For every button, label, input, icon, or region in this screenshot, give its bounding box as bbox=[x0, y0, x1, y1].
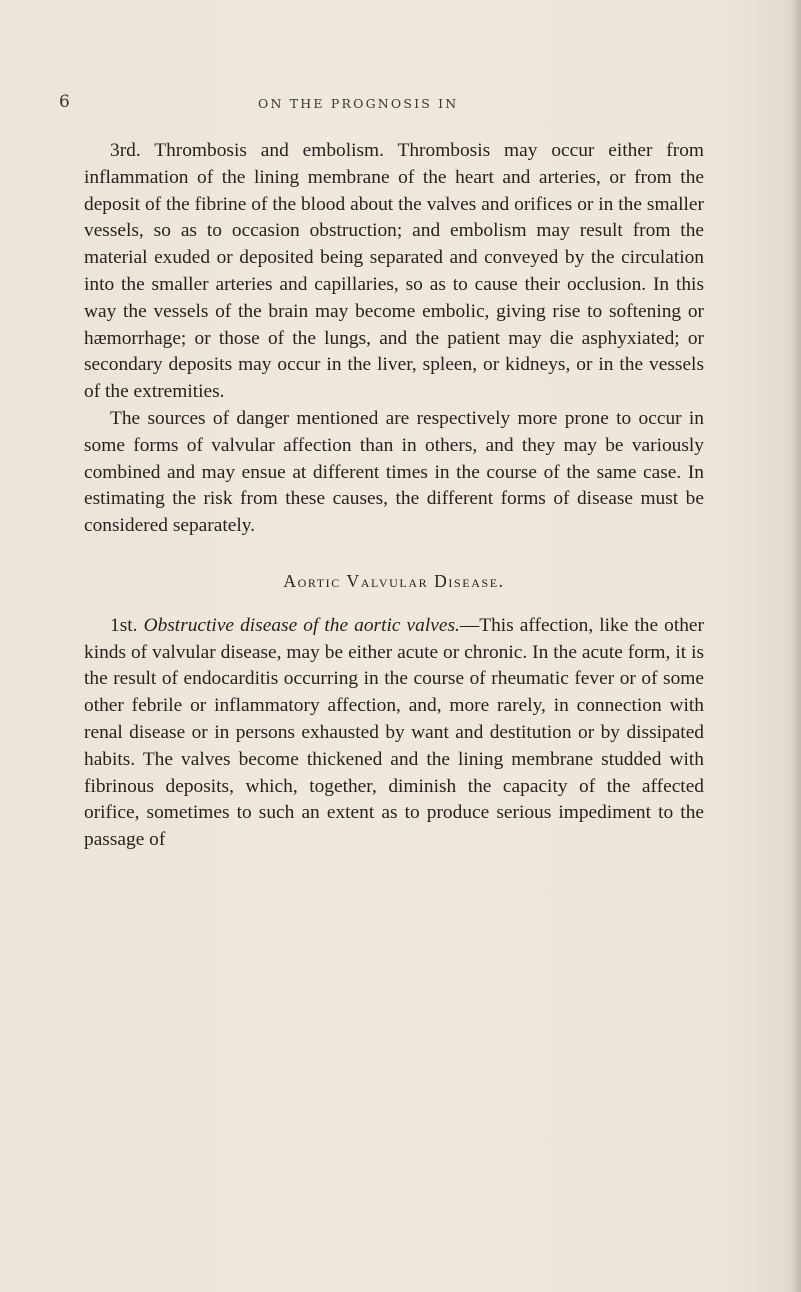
italic-title: Obstructive disease of the aortic valves. bbox=[143, 614, 460, 636]
page-number: 6 bbox=[59, 92, 70, 112]
paragraph-sources-of-danger: The sources of danger mentioned are respectively more prone to occur in some forms of valvular affection than in others, and they may be variously combined and may ensue at different times in the course of the same case. In estimating the risk from these causes, the different forms of disease must be considered separately. bbox=[84, 407, 704, 537]
paragraph-obstructive-disease bbox=[84, 613, 704, 854]
section-heading: Aortic Valvular Disease. bbox=[283, 570, 505, 591]
running-head bbox=[0, 92, 801, 116]
body-text bbox=[84, 138, 704, 854]
paragraph-text: —This affection, like the other kinds of valvular disease, may be either acute or chronic. In the acute form, it is the result of endocarditis occurring in the course of rheumatic fever or of some other febrile or inflammatory affection, and, more rarely, in connection with renal disease or in persons exhausted by want and destitution or by dissipated habits. The valves become thickened and the lining membrane studded with fibrinous deposits, which, together, diminish the capacity of the affected orifice, sometimes to such an extent as to produce serious impediment to the passage of bbox=[84, 614, 704, 851]
page-edge-shadow bbox=[791, 0, 801, 1292]
running-title: ON THE PROGNOSIS IN bbox=[258, 96, 459, 111]
paragraph-thrombosis: 3rd. Thrombosis and embolism. Thrombosis may occur either from inflammation of the lining membrane of the heart and arteries, or from the deposit of the fibrine of the blood about the valves and orifices or in the smaller vessels, so as to occasion obstruction; and embolism may result from the material exuded or deposited being separated and conveyed by the circulation into the smaller arteries and capillaries, so as to cause their occlusion. In this way the vessels of the brain may become embolic, giving rise to softening or hæmorrhage; or those of the lungs, and the patient may die asphyxiated; or secondary deposits may occur in the liver, spleen, or kidneys, or in the vessels of the extremities. bbox=[84, 140, 704, 403]
item-number: 1st. bbox=[110, 614, 138, 636]
